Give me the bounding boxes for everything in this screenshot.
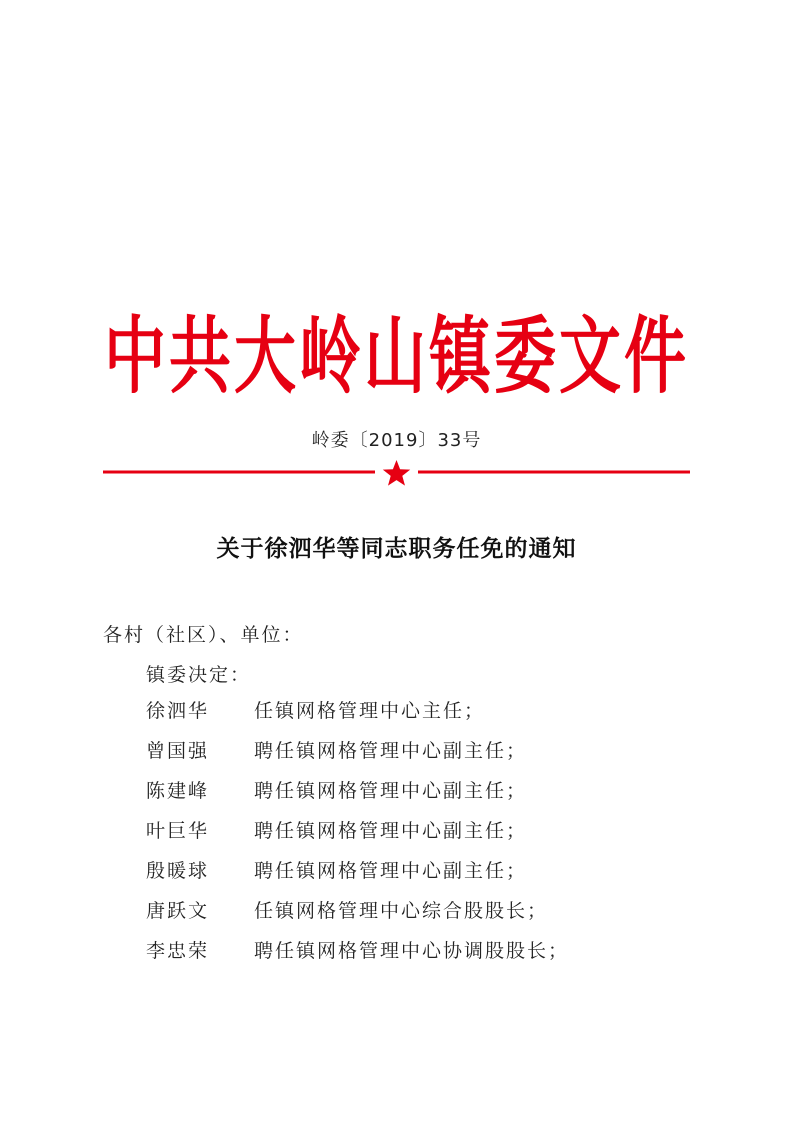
appointee-name: 曾国强 <box>146 740 210 762</box>
decision-intro: 镇委决定： <box>146 664 252 686</box>
appointment-position: 任镇网格管理中心综合股股长； <box>254 900 549 922</box>
appointment-item <box>146 819 569 859</box>
salutation: 各村（社区）、单位： <box>103 624 304 646</box>
appointee-name: 殷暖球 <box>146 860 210 882</box>
notice-title: 关于徐泗华等同志职务任免的通知 <box>216 535 577 562</box>
appointee-name: 叶巨华 <box>146 820 210 842</box>
appointee-name: 唐跃文 <box>146 900 210 922</box>
appointment-item <box>146 859 569 899</box>
appointment-position: 聘任镇网格管理中心副主任； <box>254 860 528 882</box>
document-number: 岭委〔2019〕33号 <box>311 430 482 451</box>
star-icon <box>383 460 410 486</box>
red-divider-with-star <box>103 460 690 490</box>
appointment-item <box>146 739 569 779</box>
appointment-position: 聘任镇网格管理中心协调股股长； <box>254 940 570 962</box>
appointee-name: 徐泗华 <box>146 700 210 722</box>
appointment-item <box>146 899 569 939</box>
appointment-item <box>146 699 569 739</box>
document-red-header: 中共大岭山镇委文件 <box>103 306 689 406</box>
appointment-position: 任镇网格管理中心主任； <box>254 700 486 722</box>
appointment-position: 聘任镇网格管理中心副主任； <box>254 780 528 802</box>
appointee-name: 陈建峰 <box>146 780 210 802</box>
appointee-name: 李忠荣 <box>146 940 210 962</box>
appointment-item <box>146 779 569 819</box>
appointment-item <box>146 939 569 979</box>
appointment-position: 聘任镇网格管理中心副主任； <box>254 820 528 842</box>
appointment-position: 聘任镇网格管理中心副主任； <box>254 740 528 762</box>
appointment-list <box>146 699 569 979</box>
